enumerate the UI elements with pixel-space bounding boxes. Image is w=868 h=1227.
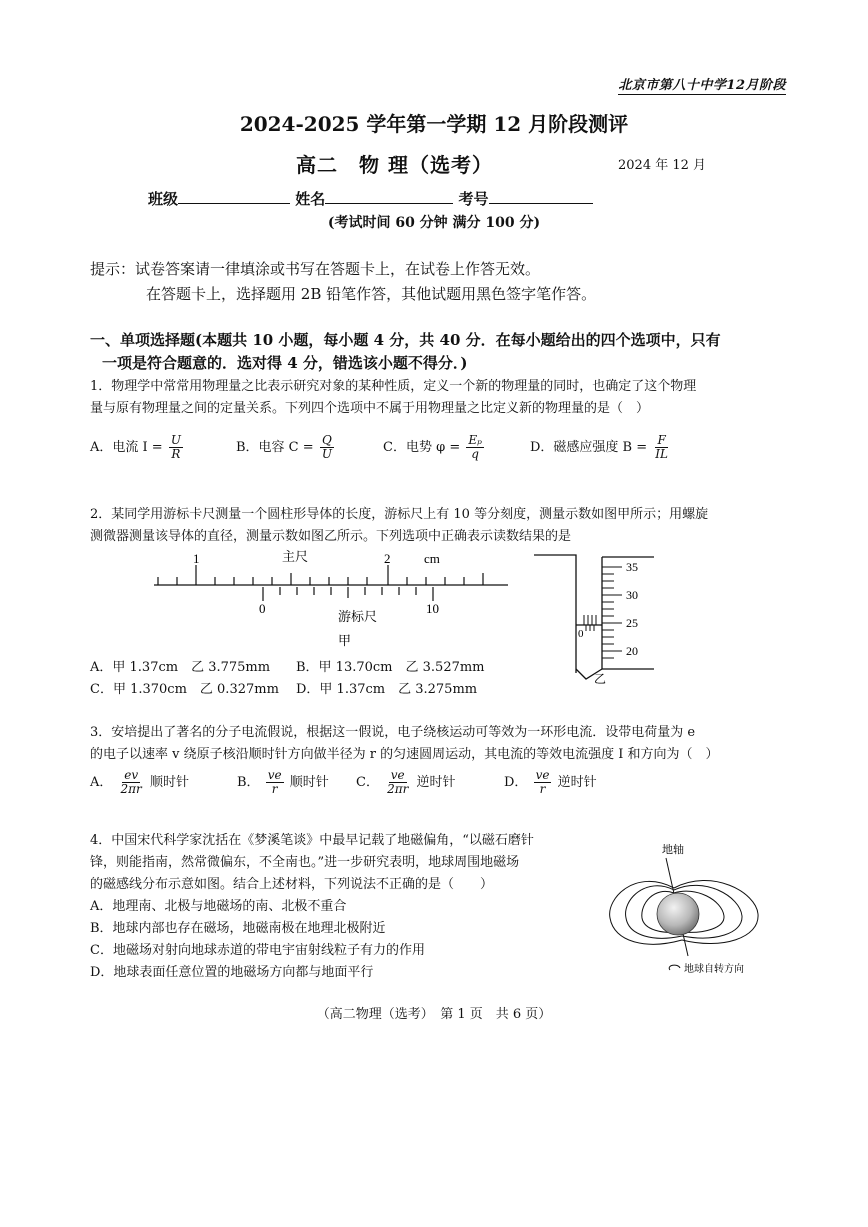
q4-line-3: 的磁感线分布示意如图。结合上述材料，下列说法不正确的是（ ） [90,877,494,892]
rotation-label: 地球自转方向 [684,964,744,975]
q1-line-2: 量与原有物理量之间的定量关系。下列四个选项中不属于用物理量之比定义新的物理量的是（ ） [90,401,650,416]
q2-option-a: A．甲 1.37cm 乙 3.775mm [90,660,271,675]
student-info-fields [148,188,593,209]
q3-line-1: 3．安培提出了著名的分子电流假说，根据这一假说，电子绕核运动可等效为一环形电流．设带电荷量为 e [90,725,696,740]
q3-a-label: A． [90,775,113,790]
q3-a-den: 2πr [120,782,142,796]
thimble-label-20: 20 [626,644,638,658]
micrometer-figure [530,553,690,687]
q2-option-b: B．甲 13.70cm 乙 3.527mm [296,660,485,675]
q1-a-num: U [170,433,181,447]
id-label: 考号 [458,190,489,208]
q4-line-2: 锋，则能指南，然常微偏东，不全南也。”进一步研究表明，地球周围地磁场 [90,855,520,870]
q4-option-c: C．地磁场对射向地球赤道的带电宇宙射线粒子有力的作用 [90,943,425,958]
question-3-stem [90,722,795,766]
q3-c-direction: 逆时针 [416,775,456,790]
q1-d-label: D．磁感应强度 B = [530,440,648,455]
q1-c-num: Eₚ [468,433,482,447]
q3-b-label: B． [237,775,260,790]
question-4-stem [90,830,610,984]
class-blank [178,189,290,204]
q3-d-label: D． [504,775,528,790]
page-footer: （高二物理（选考） 第 1 页 共 6 页） [316,1007,552,1022]
q1-a-label: A．电流 I = [90,440,163,455]
name-label: 姓名 [295,190,326,208]
q1-d-fraction [653,434,670,461]
earth-globe [657,893,699,935]
q1-d-den: IL [655,447,668,461]
q1-b-fraction [320,434,334,461]
thimble-label-35: 35 [626,560,638,574]
q4-option-b: B．地球内部也存在磁场，地磁南极在地理北极附近 [90,921,386,936]
q3-a-num: ev [124,768,139,782]
q3-b-direction: 顺时针 [289,775,329,790]
q4-option-a: A．地理南、北极与地磁场的南、北极不重合 [90,899,347,914]
q1-c-label: C．电势 φ = [383,440,461,455]
vernier-tick-0: 0 [259,601,266,616]
q3-c-den: 2πr [387,782,409,796]
main-scale-tick-1: 1 [193,551,200,566]
q2-option-c: C．甲 1.370cm 乙 0.327mm [90,682,279,697]
vernier-caliper-figure [148,545,518,655]
q3-c-num: ve [390,768,405,782]
school-stamp: 北京市第八十中学12月阶段 [618,74,786,95]
axis-label: 地轴 [662,844,684,856]
section-heading [90,329,790,375]
q3-d-direction: 逆时针 [557,775,597,790]
vernier-tick-10: 10 [426,601,439,616]
q3-c-fraction [385,769,410,796]
q3-b-num: ve [267,768,282,782]
time-note: (考试时间 60 分钟 满分 100 分) [327,215,541,231]
main-scale-tick-2: 2 [384,551,391,566]
q3-b-den: r [271,782,278,796]
exam-title: 2024-2025 学年第一学期 12 月阶段测评 [239,112,629,136]
micrometer-caption: 乙 [594,672,607,686]
q1-line-1: 1．物理学中常常用物理量之比表示研究对象的某种性质，定义一个新的物理量的同时，也确定了这个物理 [90,379,697,394]
q2-line-1: 2．某同学用游标卡尺测量一个圆柱形导体的长度，游标尺上有 10 等分刻度，测量示数如图甲所示；用螺旋 [90,507,709,522]
earth-magnetic-field-figure [596,838,772,984]
exam-date: 2024 年 12 月 [618,158,707,173]
q1-option-a [90,434,185,461]
q3-c-label: C． [356,775,379,790]
q1-b-label: B．电容 C = [236,440,314,455]
question-2-stem [90,504,790,548]
vernier-scale [263,587,433,601]
q1-option-b [236,434,336,461]
section-heading-line-1: 一、单项选择题(本题共 10 小题，每小题 4 分，共 40 分．在每小题给出的四个选项中，只有 [90,331,721,349]
q1-b-den: U [321,447,332,461]
thimble-label-30: 30 [626,588,638,602]
section-heading-line-2: 一项是符合题意的．选对得 4 分，错选该小题不得分．) [102,354,468,372]
q3-option-b [237,769,329,796]
unit-label: cm [424,551,440,566]
name-blank [325,189,453,204]
thimble-label-25: 25 [626,616,638,630]
q1-c-fraction [466,434,484,461]
thimble-ticks [602,567,622,658]
q1-d-num: F [657,433,666,447]
q3-option-c [356,769,456,796]
sleeve-zero-label: 0 [578,628,584,640]
class-label: 班级 [148,190,179,208]
main-scale [154,565,508,585]
q2-option-d: D．甲 1.37cm 乙 3.275mm [296,682,478,697]
main-scale-label: 主尺 [282,549,309,564]
q3-line-2: 的电子以速率 v 绕原子核沿顺时针方向做半径为 r 的匀速圆周运动，其电流的等效电流强度 I 和方向为（ ） [90,747,719,762]
rotation-arrow-icon [669,965,680,970]
q3-option-d [504,769,597,796]
q3-d-num: ve [535,768,550,782]
q3-a-direction: 顺时针 [149,775,189,790]
question-1-stem [90,376,790,420]
q1-option-d [530,434,672,461]
q3-option-a [90,769,189,796]
q1-c-den: q [471,447,479,461]
q1-a-den: R [171,447,181,461]
tip-line-2: 在答题卡上，选择题用 2B 铅笔作答，其他试题用黑色签字笔作答。 [146,285,597,303]
q3-d-fraction [534,769,552,796]
sleeve-ticks [584,615,596,631]
q1-b-num: Q [321,433,332,447]
q1-a-fraction [169,434,183,461]
q4-option-d: D．地球表面任意位置的地磁场方向都与地面平行 [90,965,374,980]
q1-option-c [383,434,486,461]
exam-subtitle: 高二 物 理（选考） [296,153,493,177]
q3-b-fraction [266,769,284,796]
q3-d-den: r [539,782,546,796]
id-blank [489,189,593,204]
q2-line-2: 测微器测量该导体的直径，测量示数如图乙所示。下列选项中正确表示读数结果的是 [90,529,572,544]
caliper-caption: 甲 [338,633,352,648]
q4-line-1: 4．中国宋代科学家沈括在《梦溪笔谈》中最早记载了地磁偏角，“以磁石磨针 [90,833,534,848]
vernier-scale-label: 游标尺 [338,609,378,624]
tip-line-1: 提示：试卷答案请一律填涂或书写在答题卡上，在试卷上作答无效。 [90,260,541,278]
q3-a-fraction [119,769,144,796]
